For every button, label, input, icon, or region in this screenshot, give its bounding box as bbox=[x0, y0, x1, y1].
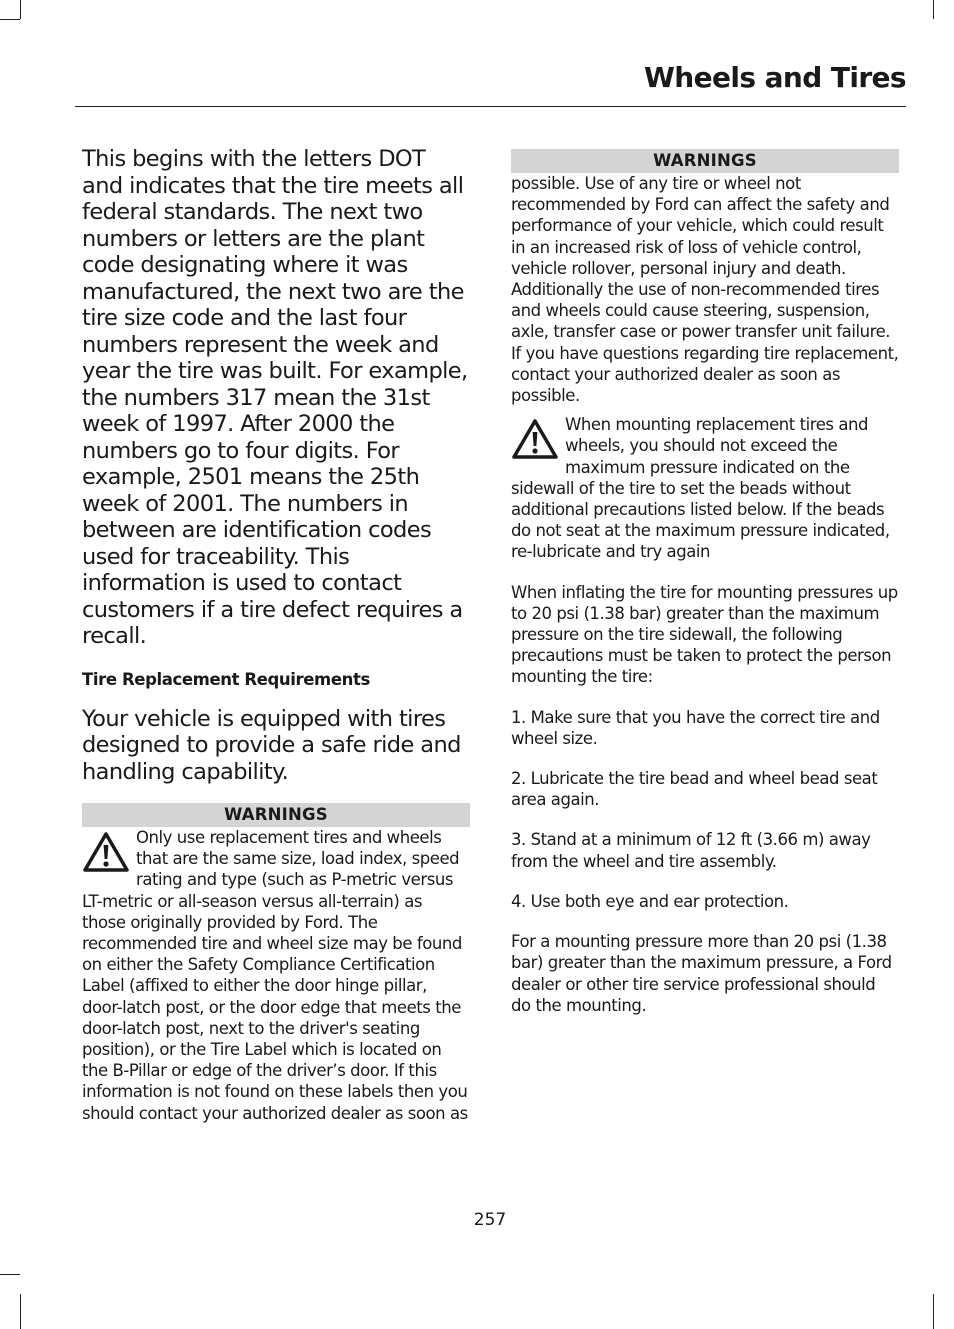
warning-item bbox=[82, 827, 470, 1124]
step-item: 1. Make sure that you have the correct tire and wheel size. bbox=[511, 707, 880, 748]
warning-mounting-text: When mounting replacement tires and wheels, you should not exceed the maximum pressure indicated on the sidewall of the tire to set the beads without additional precautions listed below. If the beads do not seat at the maximum pressure indicated, re-lubricate and try again bbox=[511, 415, 890, 562]
section-heading: Tire Replacement Requirements bbox=[82, 669, 370, 689]
warnings-heading: WARNINGS bbox=[511, 149, 899, 173]
crop-mark-top-right bbox=[933, 0, 934, 19]
page-title: Wheels and Tires bbox=[644, 61, 906, 94]
inflating-paragraph: When inflating the tire for mounting pressures up to 20 psi (1.38 bar) greater than the maximum pressure on the tire sidewall, the following precautions must be taken to protect the person mounting the tire: bbox=[511, 582, 898, 687]
section-lead: Your vehicle is equipped with tires designed to provide a safe ride and handling capability. bbox=[82, 705, 461, 785]
warning-triangle-icon bbox=[511, 418, 559, 460]
warning-text: Only use replacement tires and wheels that are the same size, load index, speed rating and type (such as P-metric versus LT-metric or all-season versus all-terrain) as those originally provided by Ford. The recommended tire and wheel size may be found on either the Safety Compliance Certification Label (affixed to either the door hinge pillar, door-latch post, or the door edge that meets the door-latch post, next to the driver's seating position), or the Tire Label which is located on the B-Pillar or edge of the driver’s door. If this information is not found on these labels then you should contact your authorized dealer as soon as bbox=[82, 828, 468, 1123]
crop-mark-top-left bbox=[20, 0, 21, 19]
crop-mark-bottom-right bbox=[933, 1294, 934, 1329]
page-number: 257 bbox=[473, 1210, 507, 1230]
step-item: 3. Stand at a minimum of 12 ft (3.66 m) away from the wheel and tire assembly. bbox=[511, 830, 871, 871]
crop-mark-top-left bbox=[0, 19, 20, 20]
warning-item bbox=[511, 414, 899, 562]
warnings-box bbox=[82, 803, 470, 1124]
warnings-box-continued bbox=[511, 149, 899, 563]
step-item: 2. Lubricate the tire bead and wheel bead seat area again. bbox=[511, 769, 878, 810]
right-column bbox=[511, 146, 899, 1035]
warnings-heading: WARNINGS bbox=[82, 803, 470, 827]
warning-continuation: possible. Use of any tire or wheel not recommended by Ford can affect the safety and performance of your vehicle, which could result in an increased risk of loss of vehicle control, vehicle rollover, personal injury and death. Additionally the use of non-recommended tires and wheels could cause steering, suspension, axle, transfer case or power transfer unit failure. If you have questions regarding tire replacement, contact your authorized dealer as soon as possible. bbox=[511, 174, 899, 406]
header-rule bbox=[75, 106, 906, 107]
crop-mark-bottom-left bbox=[20, 1294, 21, 1329]
warning-triangle-icon bbox=[82, 831, 130, 873]
intro-paragraph: This begins with the letters DOT and indicates that the tire meets all federal standards. The next two numbers or letters are the plant code designating where it was manufactured, the next two are the tire size code and the last four numbers represent the week and year the tire was built. For example, the numbers 317 mean the 31st week of 1997. After 2000 the numbers go to four digits. For example, 2501 means the 25th week of 2001. The numbers in between are identification codes used for traceability. This information is used to contact customers if a tire defect requires a recall. bbox=[82, 146, 468, 649]
step-item: 4. Use both eye and ear protection. bbox=[511, 891, 789, 911]
left-column bbox=[82, 146, 470, 1143]
closing-paragraph: For a mounting pressure more than 20 psi (1.38 bar) greater than the maximum pressure, a Ford dealer or other tire service professional should do the mounting. bbox=[511, 932, 892, 1015]
crop-mark-bottom-left bbox=[0, 1274, 20, 1275]
